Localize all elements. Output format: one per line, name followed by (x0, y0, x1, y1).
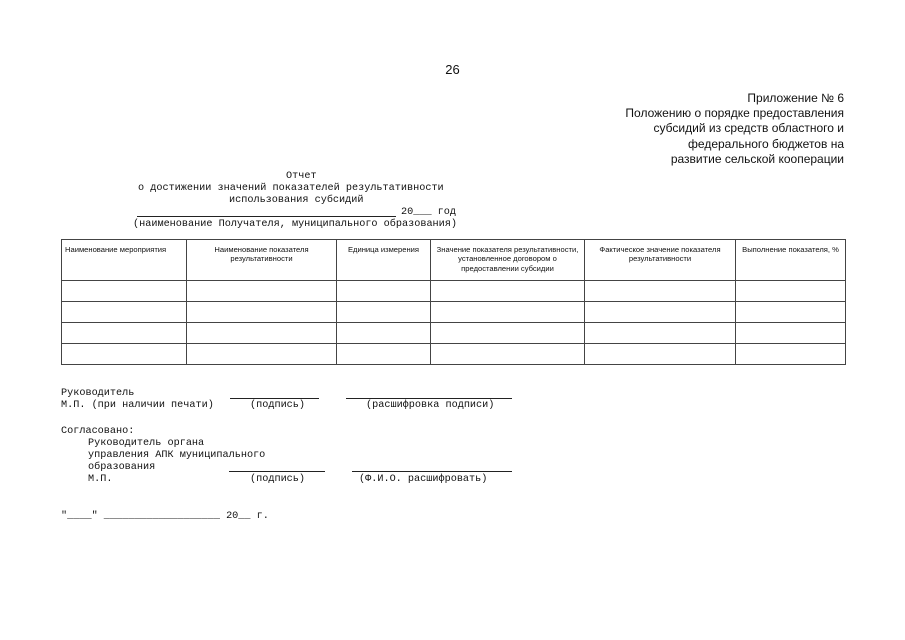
column-header: Наименование мероприятия (62, 240, 187, 281)
report-year: 20___ год (401, 207, 457, 218)
table-cell (431, 302, 585, 323)
head-signature-caption: (подпись) (250, 400, 306, 411)
table-cell (431, 281, 585, 302)
table-cell (585, 344, 736, 365)
table-row (62, 302, 846, 323)
table-row (62, 344, 846, 365)
table-cell (585, 323, 736, 344)
table-header-row (62, 240, 846, 281)
agreed-seal: М.П. (88, 474, 113, 485)
appendix-line: развитие сельской кооперации (670, 151, 844, 166)
agreed-fio-caption: (Ф.И.О. расшифровать) (359, 474, 488, 485)
column-header: Наименование показателя результативности (187, 240, 337, 281)
table-cell (62, 302, 187, 323)
table-cell (736, 302, 846, 323)
agreed-label: Согласовано: (61, 426, 135, 437)
table-cell (62, 281, 187, 302)
results-table (61, 239, 846, 365)
table-cell (337, 281, 431, 302)
head-seal: М.П. (при наличии печати) (61, 400, 214, 411)
column-header: Выполнение показателя, % (736, 240, 846, 281)
table-cell (187, 281, 337, 302)
agreed-signature-caption: (подпись) (250, 474, 306, 485)
agreed-line: Руководитель органа (88, 438, 205, 449)
table-row (62, 323, 846, 344)
report-title: Отчет (286, 171, 317, 182)
date-line: "____" ___________________ 20__ г. (61, 511, 269, 522)
table-cell (62, 344, 187, 365)
table-row (62, 281, 846, 302)
table-cell (187, 323, 337, 344)
table-cell (736, 281, 846, 302)
table-cell (187, 302, 337, 323)
column-header: Единица измерения (337, 240, 431, 281)
column-header: Фактическое значение показателя результативности (585, 240, 736, 281)
table-cell (431, 344, 585, 365)
appendix-header (544, 91, 844, 167)
head-role: Руководитель (61, 388, 135, 399)
appendix-line: субсидий из средств областного и (653, 121, 844, 136)
table-body (62, 281, 846, 365)
head-decoding-caption: (расшифровка подписи) (366, 400, 495, 411)
table-cell (736, 344, 846, 365)
table-cell (736, 323, 846, 344)
table-cell (337, 302, 431, 323)
table-cell (62, 323, 187, 344)
agreed-line: управления АПК муниципального (88, 450, 266, 461)
table-cell (187, 344, 337, 365)
table-cell (585, 281, 736, 302)
report-subtitle: о достижении значений показателей результативности (138, 183, 444, 194)
agreed-fio-line (352, 471, 512, 472)
table-cell (337, 323, 431, 344)
recipient-caption: (наименование Получателя, муниципального образования) (133, 219, 458, 230)
column-header: Значение показателя результативности, установленное договором о предоставлении субсидии (431, 240, 585, 281)
report-subtitle-2: использования субсидий (229, 195, 364, 206)
appendix-line: федерального бюджетов на (688, 136, 844, 151)
recipient-name-line (137, 216, 396, 217)
table-cell (431, 323, 585, 344)
table-cell (585, 302, 736, 323)
page-number: 26 (445, 62, 460, 77)
agreed-signature-line (229, 471, 325, 472)
table-cell (337, 344, 431, 365)
appendix-line: Приложение № 6 (747, 91, 844, 105)
agreed-line: образования (88, 462, 156, 473)
appendix-line: Положению о порядке предоставления (625, 106, 844, 121)
